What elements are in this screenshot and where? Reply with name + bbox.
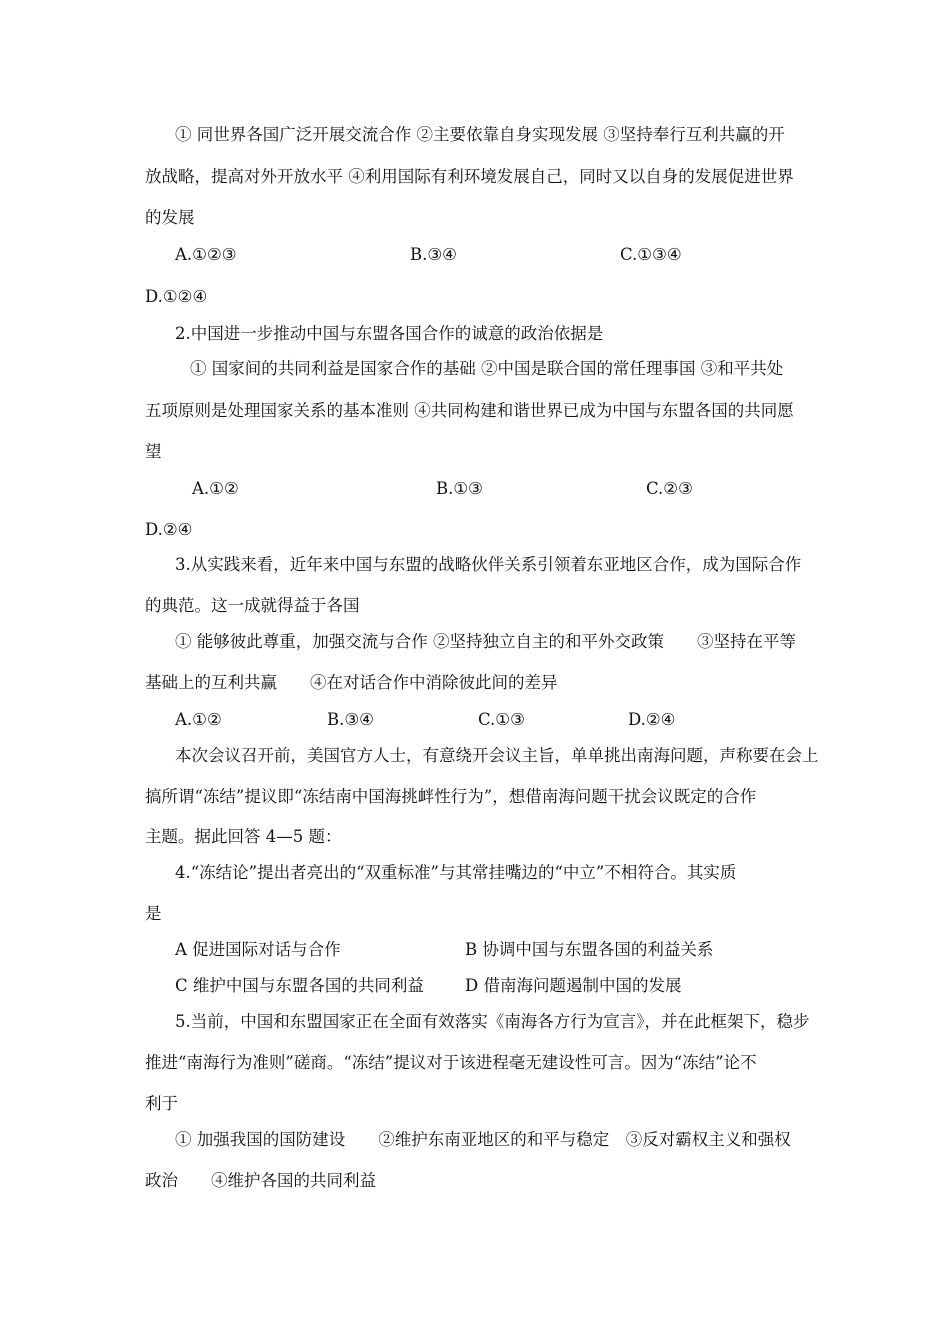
- q1-options-line2: 放战略，提高对外开放水平 ④利用国际有利环境发展自己，同时又以自身的发展促进世界: [145, 167, 794, 186]
- q1-choice-d: D.①②④: [145, 287, 208, 306]
- q2-choice-a: A.①②: [192, 479, 239, 498]
- q3-options-line2: 基础上的互利共赢 ④在对话合作中消除彼此间的差异: [145, 673, 558, 692]
- q3-stem-line1: 3.从实践来看，近年来中国与东盟的战略伙伴关系引领着东亚地区合作，成为国际合作: [175, 555, 802, 574]
- passage-line3: 主题。据此回答 4—5 题：: [145, 827, 342, 846]
- q3-options-line1: ① 能够彼此尊重，加强交流与合作 ②坚持独立自主的和平外交政策 ③坚持在平等: [175, 632, 796, 651]
- q2-stem: 2.中国进一步推动中国与东盟各国合作的诚意的政治依据是: [175, 324, 604, 343]
- q4-choice-a: A 促进国际对话与合作: [175, 940, 341, 959]
- q4-choice-d: D 借南海问题遏制中国的发展: [465, 976, 682, 995]
- q1-choice-a: A.①②③: [175, 245, 237, 264]
- q3-choice-a: A.①②: [175, 710, 222, 729]
- q4-stem-line1: 4.“冻结论”提出者亮出的“双重标准”与其常挂嘴边的“中立”不相符合。其实质: [175, 863, 737, 882]
- q3-stem-line2: 的典范。这一成就得益于各国: [145, 596, 360, 615]
- q5-stem-line2: 推进“南海行为准则”磋商。“冻结”提议对于该进程毫无建设性可言。因为“冻结”论不: [145, 1053, 757, 1072]
- q5-options-line1: ① 加强我国的国防建设 ②维护东南亚地区的和平与稳定 ③反对霸权主义和强权: [175, 1130, 791, 1149]
- q2-options-line1: ① 国家间的共同利益是国家合作的基础 ②中国是联合国的常任理事国 ③和平共处: [190, 359, 784, 378]
- q2-choice-c: C.②③: [646, 479, 693, 498]
- q3-choice-c: C.①③: [478, 710, 525, 729]
- q1-choice-c: C.①③④: [620, 245, 682, 264]
- q4-stem-line2: 是: [145, 904, 162, 923]
- q3-choice-d: D.②④: [628, 710, 676, 729]
- q2-options-line3: 望: [145, 442, 162, 461]
- passage-line1: 本次会议召开前，美国官方人士，有意绕开会议主旨，单单挑出南海问题，声称要在会上: [175, 746, 819, 765]
- q5-options-line2: 政治 ④维护各国的共同利益: [145, 1171, 376, 1190]
- q4-choice-b: B 协调中国与东盟各国的利益关系: [465, 940, 714, 959]
- q1-options-line3: 的发展: [145, 208, 195, 227]
- q1-choice-b: B.③④: [410, 245, 457, 264]
- q2-choice-b: B.①③: [436, 479, 483, 498]
- q2-options-line2: 五项原则是处理国家关系的基本准则 ④共同构建和谐世界已成为中国与东盟各国的共同愿: [145, 401, 794, 420]
- q5-stem-line3: 利于: [145, 1094, 178, 1113]
- q2-choice-d: D.②④: [145, 520, 193, 539]
- q4-choice-c: C 维护中国与东盟各国的共同利益: [175, 976, 424, 995]
- q5-stem-line1: 5.当前，中国和东盟国家正在全面有效落实《南海各方行为宣言》，并在此框架下，稳步: [175, 1012, 810, 1031]
- q3-choice-b: B.③④: [327, 710, 374, 729]
- q1-options-line1: ① 同世界各国广泛开展交流合作 ②主要依靠自身实现发展 ③坚持奉行互利共赢的开: [175, 125, 785, 144]
- passage-line2: 搞所谓“冻结”提议即“冻结南中国海挑衅性行为”，想借南海问题干扰会议既定的合作: [145, 787, 757, 806]
